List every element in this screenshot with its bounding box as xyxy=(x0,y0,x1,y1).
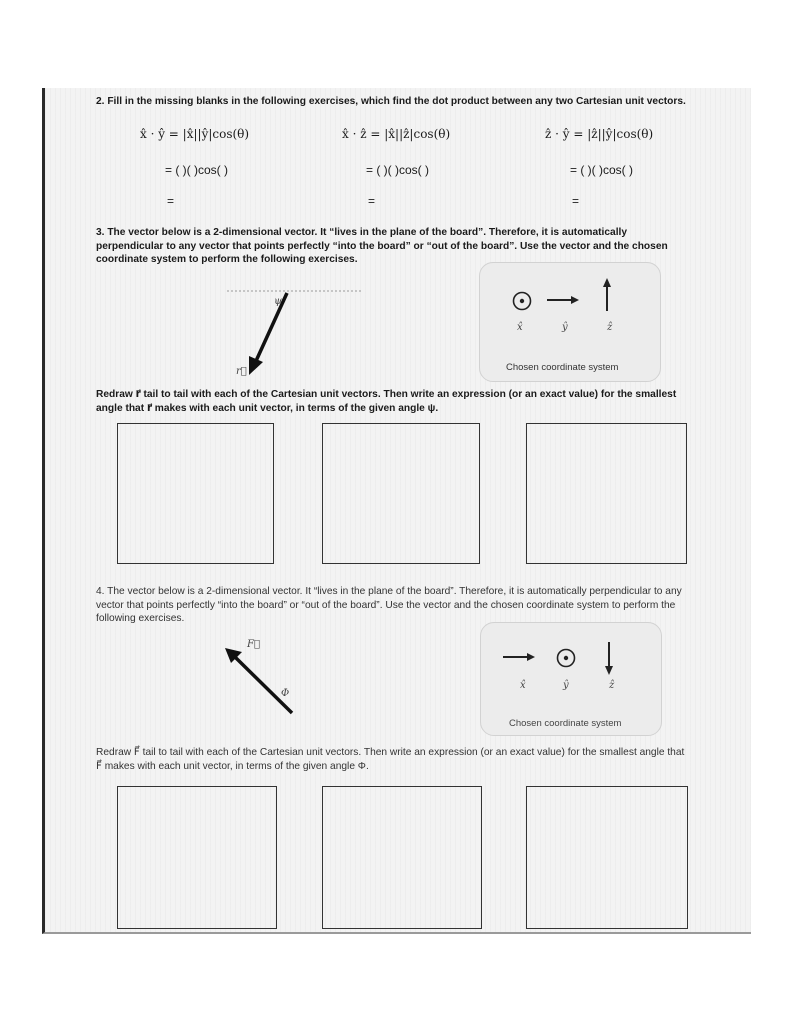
arrow-down-icon xyxy=(602,640,616,676)
answer-box-4-x[interactable] xyxy=(117,786,277,929)
vector-r-shaft xyxy=(256,293,287,361)
answer-box-4-y[interactable] xyxy=(322,786,482,929)
arrow-up-icon xyxy=(600,277,614,313)
coordinate-caption-3: Chosen coordinate system xyxy=(506,362,619,373)
vector-f-label: F⃗ xyxy=(247,639,260,650)
blank-line-xy[interactable]: = ( )( )cos( ) xyxy=(165,163,228,177)
answer-box-4-z[interactable] xyxy=(526,786,688,929)
problem-4-instruction: Redraw F⃗ tail to tail with each of the Cartesian unit vectors. Then write an expression (or an exact value) for the smallest angle that F⃗ makes with each unit vector, in terms of the given angle Φ. xyxy=(96,747,685,772)
coord-z-label-4: ẑ xyxy=(609,680,615,691)
coord-z-label-3: ẑ xyxy=(607,322,613,333)
problem-3-instruction: Redraw r⃗ tail to tail with each of the Cartesian unit vectors. Then write an expression (or an exact value) for the smallest angle that r⃗ makes with each unit vector, in terms of the given angle ψ. xyxy=(96,389,677,414)
vector-f-shaft xyxy=(235,657,292,713)
result-line-xy[interactable]: = xyxy=(167,194,175,208)
formula-xy: x̂ · ŷ = |x̂||ŷ|cos(θ) xyxy=(140,127,250,141)
problem-3-text: 3. The vector below is a 2-dimensional vector. It “lives in the plane of the board”. Therefore, it is automatically perpendicular to any vector that points perfectly “into the board” or “out of the board”. Use the vector and the chosen coordinate system to perform the following exercises. xyxy=(96,227,668,265)
angle-phi-label: Φ xyxy=(281,688,290,699)
arrow-right-icon xyxy=(501,650,537,664)
blank-line-xz[interactable]: = ( )( )cos( ) xyxy=(366,163,429,177)
coord-y-label-4: ŷ xyxy=(563,680,569,691)
coordinate-caption-4: Chosen coordinate system xyxy=(509,718,622,729)
coord-x-label-4: x̂ xyxy=(520,680,526,691)
arrow-right-icon xyxy=(545,293,581,307)
problem-4-text: 4. The vector below is a 2-dimensional vector. It “lives in the plane of the board”. Therefore, it is automatically perpendicular to any vector that points perfectly “into the board” or “out of the board”. Use the vector and the chosen coordinate system to perform the following exercises. xyxy=(96,586,682,624)
answer-box-3-y[interactable] xyxy=(322,423,480,564)
blank-line-zy[interactable]: = ( )( )cos( ) xyxy=(570,163,633,177)
vector-r-label: r⃗ xyxy=(236,366,247,377)
problem-2-text: 2. Fill in the missing blanks in the following exercises, which find the dot product between any two Cartesian unit vectors. xyxy=(96,96,686,107)
answer-box-3-x[interactable] xyxy=(117,423,274,564)
result-line-zy[interactable]: = xyxy=(572,194,580,208)
out-of-board-icon xyxy=(511,290,533,312)
coord-x-label-3: x̂ xyxy=(517,322,523,333)
angle-psi-label: ψ xyxy=(274,296,282,307)
out-of-board-icon xyxy=(555,647,577,669)
result-line-xz[interactable]: = xyxy=(368,194,376,208)
vector-f-diagram xyxy=(220,645,310,725)
answer-box-3-z[interactable] xyxy=(526,423,687,564)
coord-y-label-3: ŷ xyxy=(562,322,568,333)
formula-xz: x̂ · ẑ = |x̂||ẑ|cos(θ) xyxy=(342,127,451,141)
formula-zy: ẑ · ŷ = |ẑ||ŷ|cos(θ) xyxy=(545,127,654,141)
